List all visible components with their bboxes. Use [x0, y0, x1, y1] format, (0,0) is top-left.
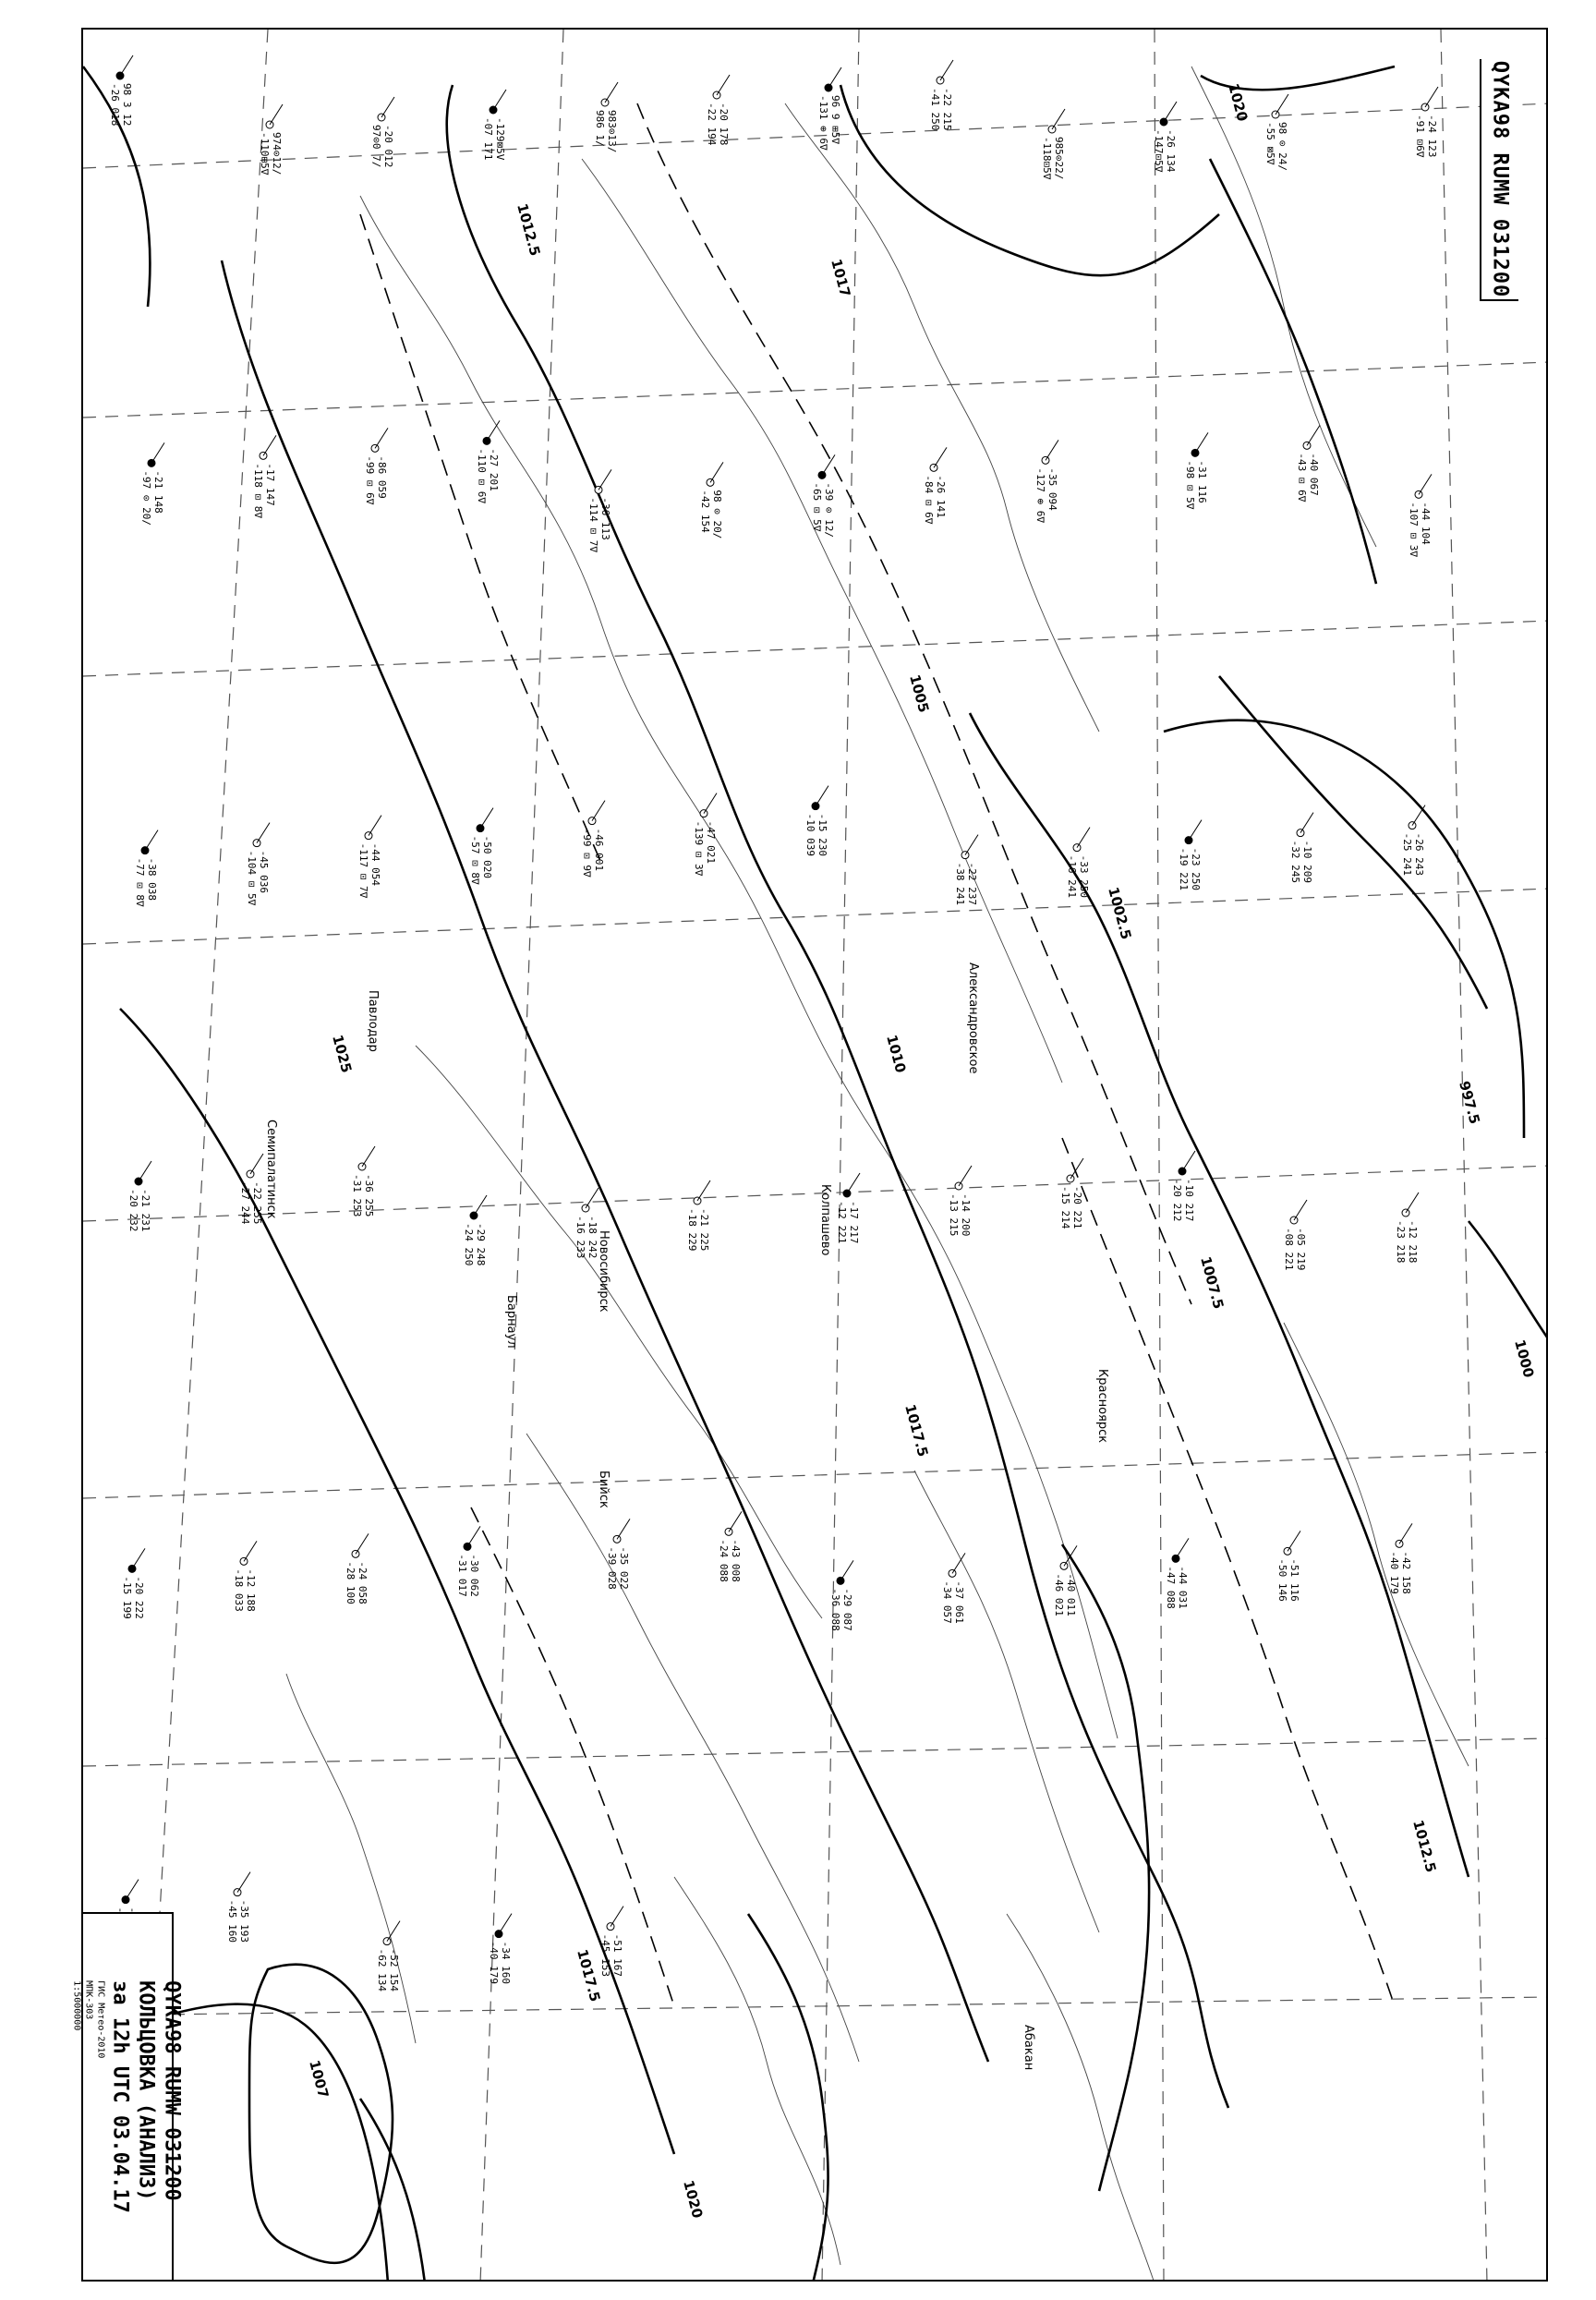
wind-barb — [151, 442, 164, 463]
station-model — [134, 830, 158, 907]
station-model — [1153, 102, 1177, 173]
station-model — [594, 82, 618, 152]
station-value: -47 021 — [705, 820, 717, 865]
station-model — [246, 823, 270, 906]
wind-barb — [467, 1526, 480, 1546]
station-value: -36 113 — [599, 497, 611, 540]
title-credit-code: МПК-303 — [83, 1980, 94, 2020]
station-value: -22 194 — [706, 103, 718, 146]
isobar-label-1017-5-b: 1017.5 — [574, 1947, 604, 2003]
station-model — [1395, 1192, 1419, 1263]
station-value: -29 248 — [475, 1223, 487, 1266]
station-model — [718, 1511, 742, 1581]
station-model — [948, 1166, 972, 1236]
station-value: -38 241 — [954, 862, 966, 906]
station-value: -20 221 — [1071, 1186, 1083, 1229]
station-value: -110 ⊡ 6∇ — [476, 448, 488, 503]
station-value: -34 057 — [941, 1580, 953, 1624]
station-value: -34 160 — [500, 1941, 512, 1985]
station-value: -18 242 — [586, 1216, 598, 1259]
station-value: -117 ⊡ 7∇ — [357, 842, 369, 899]
station-model — [686, 1180, 710, 1251]
wind-barb — [145, 830, 158, 851]
station-value: -62 134 — [376, 1948, 388, 1992]
station-value: -30 062 — [468, 1554, 480, 1597]
station-value: -38 038 — [146, 857, 158, 902]
station-model — [140, 442, 164, 526]
station-model — [954, 835, 978, 905]
wind-barb — [1399, 1523, 1412, 1543]
station-value: -15 214 — [1059, 1186, 1071, 1229]
wind-barb — [132, 1548, 145, 1568]
wind-barb — [270, 104, 283, 125]
station-value: -91 ⊡6∇ — [1414, 115, 1426, 158]
wind-barb — [617, 1519, 630, 1539]
station-value: -50 146 — [1276, 1558, 1288, 1602]
isobar-label-1017: 1017 — [828, 257, 854, 299]
header-code-box — [1480, 59, 1518, 301]
station-value: -26 243 — [1413, 832, 1425, 877]
station-value: -23 250 — [1190, 847, 1202, 891]
station-model — [357, 816, 381, 899]
station-model — [351, 1146, 375, 1217]
city-novosibirsk: Новосибирск — [597, 1230, 611, 1313]
station-value: -27 201 — [488, 448, 500, 491]
wind-barb — [1276, 94, 1288, 115]
station-value: -37 061 — [953, 1580, 965, 1624]
station-value: 98 ⊙ 24/ — [1276, 122, 1288, 171]
station-value: -40 179 — [1388, 1551, 1400, 1594]
station-value: -18 229 — [686, 1208, 698, 1252]
station-value: -46 001 — [593, 828, 605, 872]
graticule — [83, 30, 1548, 2282]
title-credit-software: ГИС Метео-2010 — [95, 1980, 106, 2059]
station-value: -45 036 — [258, 850, 270, 894]
station-model — [252, 435, 276, 518]
station-model — [829, 1560, 853, 1630]
station-value: 98 ⊙ 20/ — [711, 490, 723, 539]
station-model — [1276, 1531, 1300, 1601]
station-model — [811, 454, 835, 538]
isobar-label-1010: 1010 — [883, 1033, 910, 1075]
station-model — [606, 1519, 630, 1589]
station-value: -44 054 — [369, 842, 381, 887]
station-model — [1296, 425, 1320, 502]
station-value: -20 222 — [133, 1576, 145, 1619]
station-value: -07 171 — [482, 117, 494, 161]
station-model — [1178, 820, 1202, 890]
station-model — [364, 428, 388, 504]
station-value: -139 ⊡ 3∇ — [693, 820, 705, 877]
station-value: -44 104 — [1420, 502, 1432, 545]
isobar-label-1007: 1007 — [306, 2058, 332, 2100]
station-value: -16 241 — [1066, 854, 1078, 899]
station-model — [488, 1914, 512, 1984]
wind-barb — [499, 1914, 512, 1934]
station-model — [226, 1872, 250, 1943]
station-value: -118 ⊡ 8∇ — [252, 463, 264, 518]
station-value: -129⊠5V — [494, 117, 506, 161]
station-value: -131 ⊕ 6∇ — [817, 95, 829, 151]
station-value: -26 134 — [1165, 129, 1177, 173]
station-value: -10 209 — [1301, 840, 1313, 884]
city-semipalatinsk: Семипалатинск — [264, 1120, 278, 1219]
isobar-label-1007-5: 1007.5 — [1197, 1254, 1227, 1311]
station-model — [482, 90, 506, 161]
wind-barb — [1195, 432, 1208, 453]
station-value: -45 153 — [599, 1933, 611, 1978]
station-value: -118⊡5∇ — [1041, 137, 1053, 180]
map-canvas — [83, 30, 1548, 2282]
station-model — [581, 801, 605, 878]
station-value: -26 141 — [935, 475, 947, 518]
station-model — [941, 1553, 965, 1623]
station-value: -20 232 — [127, 1189, 139, 1232]
isobar-label-1000: 1000 — [1511, 1338, 1538, 1380]
station-value: -84 ⊡ 6∇ — [923, 475, 935, 525]
title-code: QYKA98 RUMW 031200 — [160, 1980, 184, 2201]
station-value: -39 028 — [606, 1546, 618, 1590]
station-value: -21 225 — [698, 1208, 710, 1252]
station-value: -39 ⊙ 12/ — [823, 482, 835, 538]
isobar-label-1005: 1005 — [906, 672, 933, 715]
station-value: -43 ⊡ 6∇ — [1296, 453, 1308, 502]
station-value: -31 253 — [351, 1174, 363, 1217]
station-value: -40 179 — [488, 1941, 500, 1985]
station-model — [1408, 474, 1432, 557]
station-value: -35 193 — [238, 1899, 250, 1943]
wind-barb — [1425, 87, 1438, 107]
station-model — [1041, 109, 1065, 180]
station-value: -14 200 — [960, 1193, 972, 1237]
station-value: -24 250 — [463, 1223, 475, 1266]
wind-barb — [375, 428, 388, 448]
station-value: -16 233 — [574, 1216, 586, 1259]
wind-barb — [263, 435, 276, 455]
station-value: -99 ⊡ 6∇ — [364, 455, 376, 505]
isobar-label-1012-5: 1012.5 — [514, 201, 544, 258]
station-value: 985⊙22/ — [1053, 137, 1065, 180]
wind-barb — [369, 816, 381, 836]
isobar-label-1002-5: 1002.5 — [1105, 885, 1135, 941]
station-model — [929, 60, 953, 130]
wind-barb — [940, 60, 953, 80]
station-value: -110⊞5∇ — [259, 132, 271, 176]
station-model — [1034, 440, 1058, 523]
station-model — [1184, 432, 1208, 509]
isobar-label-1012-5-b: 1012.5 — [1409, 1818, 1440, 1874]
station-value: -107 ⊡ 3∇ — [1408, 502, 1420, 557]
wind-barb — [126, 1880, 139, 1900]
wind-barb — [934, 447, 947, 467]
wind-barb — [828, 67, 841, 88]
station-value: -57 ⊡ 8∇ — [469, 835, 481, 885]
wind-barb — [717, 75, 730, 95]
station-value: -35 022 — [618, 1546, 630, 1590]
wind-barb — [605, 82, 618, 103]
wind-barb — [250, 1154, 263, 1174]
wind-barb — [1189, 820, 1202, 841]
wind-barb — [704, 793, 717, 814]
station-model — [121, 1548, 145, 1618]
wind-barb — [1419, 474, 1432, 494]
station-value: -27 244 — [239, 1181, 251, 1225]
station-model — [259, 104, 283, 176]
station-value: -05 219 — [1295, 1228, 1307, 1271]
station-value: -31 017 — [456, 1554, 468, 1597]
station-model — [109, 55, 133, 126]
wind-barb — [356, 1533, 369, 1554]
station-model — [693, 793, 717, 877]
station-model — [1289, 813, 1313, 883]
station-model — [1165, 1538, 1189, 1608]
station-value: -29 087 — [841, 1588, 853, 1631]
station-value: -25 241 — [1401, 832, 1413, 877]
station-value: -51 167 — [611, 1933, 623, 1978]
wind-barb — [120, 55, 133, 76]
station-value: 97⊙0 7/ — [370, 125, 382, 168]
wind-barb — [1046, 440, 1058, 460]
station-value: 96 9 ⊞5∇ — [829, 95, 841, 144]
station-value: -45 160 — [226, 1899, 238, 1943]
station-value: -28 100 — [345, 1561, 357, 1604]
station-model — [574, 1188, 598, 1258]
station-model — [923, 447, 947, 524]
wind-barb — [1412, 805, 1425, 826]
station-model — [239, 1154, 263, 1225]
station-value: -23 218 — [1395, 1220, 1407, 1264]
station-value: -41 250 — [929, 88, 941, 131]
station-model — [836, 1173, 860, 1243]
wind-barb — [1294, 1200, 1307, 1220]
station-model — [376, 1921, 400, 1992]
station-value: -20 178 — [718, 103, 730, 146]
station-value: -44 031 — [1177, 1566, 1189, 1609]
station-model — [127, 1161, 151, 1231]
wind-barb — [1307, 425, 1320, 445]
station-value: -19 221 — [1178, 847, 1190, 891]
station-circle — [1415, 490, 1422, 498]
station-model — [1053, 1545, 1077, 1616]
station-value: -26 018 — [109, 83, 121, 127]
station-model — [469, 808, 493, 885]
station-value: -97 ⊙ 20/ — [140, 470, 152, 526]
city-aleksandrovskoe: Александровское — [966, 962, 980, 1074]
city-biysk: Бийск — [597, 1471, 611, 1508]
station-value: -22 215 — [941, 88, 953, 131]
wind-barb — [729, 1511, 742, 1531]
station-value: -12 221 — [836, 1201, 848, 1244]
wind-barb — [816, 786, 828, 806]
station-model — [370, 97, 394, 167]
title-scale: 1:5000000 — [71, 1980, 82, 2031]
wind-barb — [487, 420, 500, 441]
wind-barb — [847, 1173, 860, 1193]
wind-barb — [257, 823, 270, 843]
station-value: -51 116 — [1288, 1558, 1300, 1602]
header-code: QYKA98 RUMW 031200 — [1488, 60, 1512, 298]
wind-barb — [1300, 813, 1313, 833]
station-model — [1388, 1523, 1412, 1593]
station-value: -43 008 — [730, 1539, 742, 1582]
station-value: -10 039 — [804, 813, 816, 857]
station-circle — [818, 471, 826, 478]
wind-barb — [1176, 1538, 1189, 1558]
station-value: -46 021 — [1053, 1573, 1065, 1616]
station-model — [1414, 87, 1438, 158]
wind-barb — [959, 1166, 972, 1186]
wind-barb — [1077, 828, 1090, 848]
station-value: -99 ⊡ 9∇ — [581, 828, 593, 878]
station-value: 98 3 12 — [121, 83, 133, 127]
wind-barb — [381, 97, 394, 117]
wind-barb — [586, 1188, 598, 1208]
station-value: -33 250 — [1078, 854, 1090, 899]
station-model — [1171, 1151, 1195, 1221]
station-model — [699, 462, 723, 539]
synoptic-map[interactable] — [81, 28, 1548, 2282]
wind-barb — [1182, 1151, 1195, 1171]
station-value: -20 012 — [382, 125, 394, 168]
station-value: -47 088 — [1165, 1566, 1177, 1609]
wind-barb — [592, 801, 605, 821]
station-value: -98 ⊡ 5∇ — [1184, 460, 1196, 510]
station-value: -13 215 — [948, 1193, 960, 1237]
wind-barb — [611, 1907, 623, 1927]
isobar-label-1017-5: 1017.5 — [901, 1402, 932, 1459]
station-model — [706, 75, 730, 146]
station-value: -20 212 — [1171, 1179, 1183, 1222]
station-value: 983⊙13/ — [606, 110, 618, 153]
station-value: -77 ⊡ 8∇ — [134, 857, 146, 907]
station-value: -22 237 — [966, 862, 978, 906]
station-model — [1264, 94, 1288, 171]
station-value: -42 158 — [1400, 1551, 1412, 1594]
isobar-label-1020-b: 1020 — [680, 2178, 707, 2221]
station-model — [1283, 1200, 1307, 1270]
city-labels — [264, 962, 1109, 2070]
station-value: -21 231 — [139, 1189, 151, 1232]
title-name: КОЛЬЦОВКА (АНАЛИЗ) — [134, 1980, 158, 2201]
wind-barb — [840, 1560, 853, 1580]
station-value: -52 154 — [388, 1948, 400, 1992]
station-value: -17 147 — [264, 463, 276, 506]
station-value: -15 199 — [121, 1576, 133, 1619]
station-value: -36 088 — [829, 1588, 841, 1631]
isobar-label-1020: 1020 — [1225, 81, 1251, 124]
wind-barb — [480, 808, 493, 829]
wind-barb — [1052, 109, 1065, 129]
station-circle — [707, 478, 714, 486]
station-value: -50 020 — [481, 835, 493, 879]
map-title-box — [71, 1912, 184, 2282]
station-model — [1066, 828, 1090, 898]
station-value: -147⊡5∇ — [1153, 129, 1165, 173]
city-krasnoyarsk: Красноярск — [1095, 1369, 1109, 1444]
wind-barb — [362, 1146, 375, 1167]
station-value: -42 154 — [699, 490, 711, 533]
wind-barb — [1406, 1192, 1419, 1213]
wind-barb — [237, 1872, 250, 1893]
station-value: -22 255 — [251, 1181, 263, 1225]
station-value: -36 255 — [363, 1174, 375, 1217]
station-value: -40 067 — [1308, 453, 1320, 496]
wind-barb — [598, 469, 611, 490]
station-value: -10 217 — [1183, 1179, 1195, 1222]
city-pavlodar: Павлодар — [366, 990, 380, 1052]
station-value: -31 116 — [1196, 460, 1208, 503]
station-value: -32 245 — [1289, 840, 1301, 884]
station-value: -55 ⊠5∇ — [1264, 122, 1276, 165]
city-kolpashevo: Колпашево — [818, 1184, 832, 1256]
wind-barb — [244, 1541, 257, 1561]
station-model — [1401, 805, 1425, 876]
station-value: -86 059 — [376, 455, 388, 499]
station-model — [587, 469, 611, 552]
station-circle — [595, 486, 602, 493]
station-model — [456, 1526, 480, 1596]
wind-barb — [493, 90, 506, 110]
station-value: -15 230 — [816, 813, 828, 857]
station-model — [804, 786, 828, 856]
station-value: -17 217 — [848, 1201, 860, 1244]
wind-barb — [139, 1161, 151, 1181]
station-value: -40 011 — [1065, 1573, 1077, 1616]
station-value: -12 218 — [1407, 1220, 1419, 1264]
station-model — [1059, 1158, 1083, 1229]
title-time: за 12h UTC 03.04.17 — [108, 1980, 132, 2213]
wind-barb — [965, 835, 978, 855]
station-model — [817, 67, 841, 151]
station-value: -114 ⊡ 7∇ — [587, 497, 599, 552]
station-value: -21 148 — [152, 470, 164, 514]
wind-barb — [1288, 1531, 1300, 1551]
station-value: -104 ⊡ 5∇ — [246, 850, 258, 906]
station-value: -65 ⊡ 5∇ — [811, 482, 823, 532]
isobar-label-997-5: 997.5 — [1456, 1079, 1483, 1126]
dashed-isobars — [360, 103, 1395, 2006]
geography-lines — [286, 67, 1469, 2282]
wind-barb — [822, 454, 835, 475]
station-value: 986 1/ — [594, 110, 606, 147]
station-value: 974⊙12/ — [271, 132, 283, 176]
wind-barb — [710, 462, 723, 482]
station-value: -24 123 — [1426, 115, 1438, 158]
station-model — [476, 420, 500, 503]
city-barnaul: Барнаул — [504, 1295, 518, 1349]
station-value: -12 188 — [245, 1568, 257, 1612]
station-value: -08 221 — [1283, 1228, 1295, 1271]
station-models — [109, 55, 1438, 1991]
city-abakan: Абакан — [1022, 2025, 1035, 2071]
station-model — [345, 1533, 369, 1604]
station-value: -24 088 — [718, 1539, 730, 1582]
station-model — [599, 1907, 623, 1977]
station-model — [233, 1541, 257, 1611]
station-value: -24 058 — [357, 1561, 369, 1604]
station-value: -35 094 — [1046, 467, 1058, 511]
wind-barb — [1164, 102, 1177, 122]
station-value: -18 033 — [233, 1568, 245, 1612]
station-value: -127 ⊕ 6∇ — [1034, 467, 1046, 523]
isobar-label-1025: 1025 — [329, 1033, 356, 1075]
